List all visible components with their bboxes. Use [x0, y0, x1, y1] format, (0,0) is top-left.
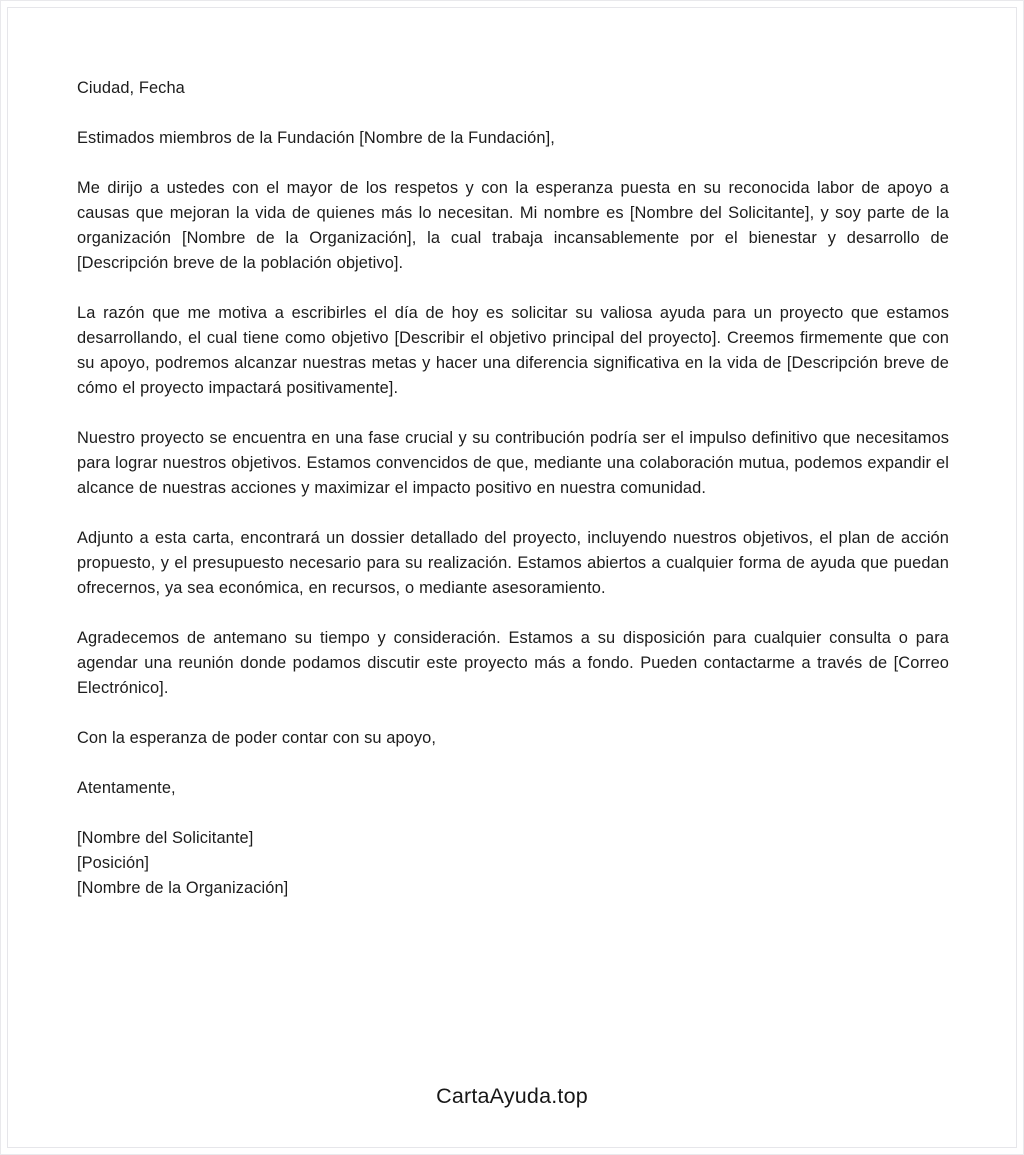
closing-salute-line: Atentamente,: [77, 779, 176, 797]
closing-hope-line: Con la esperanza de poder contar con su apoyo,: [77, 729, 437, 747]
body-paragraph-2: La razón que me motiva a escribirles el día de hoy es solicitar su valiosa ayuda para un proyecto que estamos desarrollando, el cual tiene como objetivo [Describir el objetivo principal del proyecto]. Creemos firmemente que con su apoyo, podremos alcanzar nuestras metas y hacer una diferencia significativa en la vida de [Descripción breve de cómo el proyecto impactará positivamente].: [77, 304, 949, 397]
salutation: Estimados miembros de la Fundación [Nombre de la Fundación],: [77, 129, 555, 147]
footer-brand-container: [8, 1082, 1016, 1110]
letter-body: [77, 76, 949, 901]
body-paragraph-3: Nuestro proyecto se encuentra en una fase crucial y su contribución podría ser el impulso definitivo que necesitamos para lograr nuestros objetivos. Estamos convencidos de que, mediante una colaboración mutua, podemos expandir el alcance de nuestras acciones y maximizar el impacto positivo en nuestra comunidad.: [77, 429, 949, 497]
page-sheet: [7, 7, 1017, 1148]
signature-name: [Nombre del Solicitante]: [77, 829, 254, 847]
body-paragraph-5: Agradecemos de antemano su tiempo y consideración. Estamos a su disposición para cualquier consulta o para agendar una reunión donde podamos discutir este proyecto más a fondo. Pueden contactarme a través de [Correo Electrónico].: [77, 629, 949, 697]
body-paragraph-1: Me dirijo a ustedes con el mayor de los respetos y con la esperanza puesta en su reconocida labor de apoyo a causas que mejoran la vida de quienes más lo necesitan. Mi nombre es [Nombre del Solicitante], y soy parte de la organización [Nombre de la Organización], la cual trabaja incansablemente por el bienestar y desarrollo de [Descripción breve de la población objetivo].: [77, 179, 949, 272]
footer-brand-text: CartaAyuda.top: [436, 1084, 588, 1108]
body-paragraph-4: Adjunto a esta carta, encontrará un dossier detallado del proyecto, incluyendo nuestros objetivos, el plan de acción propuesto, y el presupuesto necesario para su realización. Estamos abiertos a cualquier forma de ayuda que puedan ofrecernos, ya sea económica, en recursos, o mediante asesoramiento.: [77, 529, 949, 597]
signature-position: [Posición]: [77, 854, 150, 872]
signature-block: [77, 826, 949, 901]
signature-organization: [Nombre de la Organización]: [77, 879, 289, 897]
date-line: Ciudad, Fecha: [77, 79, 185, 97]
